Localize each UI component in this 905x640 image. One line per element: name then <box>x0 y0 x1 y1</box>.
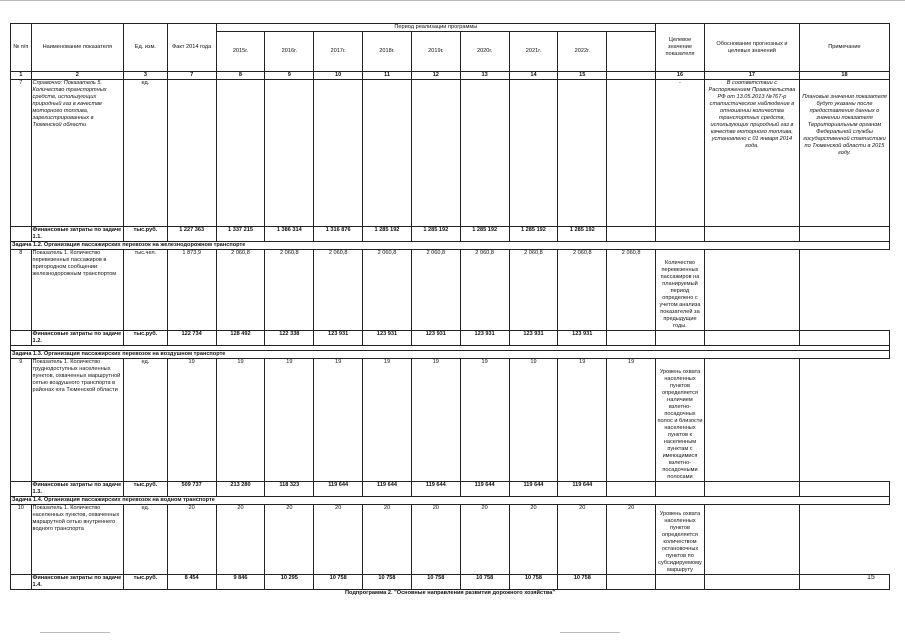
col-number: 12 <box>411 72 460 80</box>
indicator-value: 2 060,8 <box>363 250 412 331</box>
basis-text: Уровень охвата населенных пунктов определяется количеством остановочных пунктов по субсидируемому маршруту <box>656 505 705 575</box>
financing-value: 119 644 <box>509 482 558 497</box>
empty-cell <box>265 80 314 227</box>
col-number: 8 <box>216 72 265 80</box>
header-fact: Факт 2014 года <box>167 24 216 72</box>
financing-value: 122 338 <box>265 331 314 346</box>
financing-value: 123 931 <box>558 331 607 346</box>
note-text: Плановые значения показателя будут указаны после предоставления данных о значении показателя Территориальным органом Федеральной службы государственной статистики по Тюменской области в 2015 году. <box>799 80 889 227</box>
indicator-value: 20 <box>314 505 363 575</box>
col-number: 1 <box>11 72 32 80</box>
indicator-value: 2 060,8 <box>558 250 607 331</box>
task-title: Задача 1.3. Организация пассажирских перевозок на воздушном транспорте <box>11 351 890 359</box>
header-year: 2019г. <box>411 32 460 72</box>
financing-value: 119 644 <box>314 482 363 497</box>
col-number: 16 <box>656 72 705 80</box>
header-year: 2016г. <box>265 32 314 72</box>
col-number: 10 <box>314 72 363 80</box>
empty-cell <box>607 80 656 227</box>
indicator-value: 20 <box>265 505 314 575</box>
financing-value: 10 758 <box>509 575 558 590</box>
task-row <box>11 242 890 250</box>
empty-cell <box>363 80 412 227</box>
col-number: 15 <box>558 72 607 80</box>
financing-value: 123 931 <box>411 331 460 346</box>
col-number: 13 <box>460 72 509 80</box>
financing-row <box>11 575 890 590</box>
header-year: 2017г. <box>314 32 363 72</box>
task-row <box>11 351 890 359</box>
financing-label: Финансовые затраты по задаче 1.2. <box>31 331 124 346</box>
empty-cell <box>704 575 799 590</box>
financing-value: 1 285 192 <box>509 227 558 242</box>
row-num: 7 <box>11 80 32 227</box>
col-number-empty <box>607 72 656 80</box>
table-row <box>11 250 890 331</box>
empty-cell <box>216 80 265 227</box>
financing-label: Финансовые затраты по задаче 1.1. <box>31 227 124 242</box>
indicator-value: 20 <box>460 505 509 575</box>
indicator-value: 19 <box>265 359 314 482</box>
empty-cell <box>607 482 656 497</box>
empty-cell <box>704 505 799 575</box>
indicator-value: 20 <box>509 505 558 575</box>
header-year: 2022г. <box>558 32 607 72</box>
empty-cell <box>509 80 558 227</box>
header-year: 2021г. <box>509 32 558 72</box>
header-num: № п/п <box>11 24 32 72</box>
financing-value: 10 295 <box>265 575 314 590</box>
empty-cell <box>11 575 32 590</box>
indicator-value: 19 <box>167 359 216 482</box>
empty-cell <box>460 80 509 227</box>
subprogram-title: Подпрограмма 2. "Основные направления развития дорожного хозяйства" <box>345 590 555 596</box>
indicator-value: 2 060,8 <box>509 250 558 331</box>
column-numbers-row <box>11 72 890 80</box>
empty-cell <box>704 227 799 242</box>
financing-unit: тыс.руб. <box>124 575 168 590</box>
scan-edge-bottom <box>40 632 110 633</box>
indicator-value: 2 060,8 <box>265 250 314 331</box>
empty-cell <box>656 331 705 346</box>
task-title: Задача 1.4. Организация пассажирских перевозок на водном транспорте <box>11 497 890 505</box>
indicator-value: 19 <box>314 359 363 482</box>
empty-cell <box>656 482 705 497</box>
header-year-empty <box>607 32 656 72</box>
header-unit: Ед. изм. <box>124 24 168 72</box>
empty-cell <box>607 575 656 590</box>
empty-cell <box>411 80 460 227</box>
row-num: 8 <box>11 250 32 331</box>
financing-row <box>11 331 890 346</box>
financing-row <box>11 227 890 242</box>
header-target: Целевое значение показателя <box>656 24 705 72</box>
indicator-value: 2 060,8 <box>216 250 265 331</box>
col-number: 18 <box>799 72 889 80</box>
financing-value: 119 644 <box>460 482 509 497</box>
page-number: 15 <box>867 574 875 581</box>
empty-cell <box>314 80 363 227</box>
indicator-value: 20 <box>411 505 460 575</box>
indicator-value: 2 060,8 <box>460 250 509 331</box>
basis-text: Количество перевезенных пассажиров на планируемый период определено с учетом анализа показателей за предыдущие годы. <box>656 250 705 331</box>
indicator-unit: тыс.чел. <box>124 250 168 331</box>
empty-cell <box>799 575 889 590</box>
indicator-name: Показатель 1. Количество перевезенных пассажиров в пригородном сообщении железнодорожным транспортом <box>31 250 124 331</box>
header-year: 2018г. <box>363 32 412 72</box>
financing-value: 213 280 <box>216 482 265 497</box>
col-number: 3 <box>124 72 168 80</box>
financing-value: 1 337 215 <box>216 227 265 242</box>
target-value: 2 060,8 <box>607 250 656 331</box>
col-number: 11 <box>363 72 412 80</box>
indicator-value: 20 <box>216 505 265 575</box>
indicator-value: 20 <box>363 505 412 575</box>
financing-value: 1 386 314 <box>265 227 314 242</box>
financing-unit: тыс.руб. <box>124 331 168 346</box>
target-value: 20 <box>607 505 656 575</box>
indicator-name: Показатель 1. Количество населенных пунктов, охваченных маршрутной сетью внутреннего водного транспорта <box>31 505 124 575</box>
empty-cell <box>799 331 889 346</box>
table-row <box>11 505 890 575</box>
task-row <box>11 497 890 505</box>
indicator-value: 20 <box>558 505 607 575</box>
header-period: Период реализации программы <box>216 24 655 32</box>
empty-cell <box>11 227 32 242</box>
empty-cell <box>11 482 32 497</box>
financing-value: 119 644 <box>411 482 460 497</box>
col-number: 14 <box>509 72 558 80</box>
financing-value: 119 644 <box>363 482 412 497</box>
empty-cell <box>799 482 889 497</box>
empty-cell <box>558 80 607 227</box>
empty-cell <box>799 227 889 242</box>
row-num: 9 <box>11 359 32 482</box>
row-num: 10 <box>11 505 32 575</box>
empty-cell <box>11 331 32 346</box>
financing-value: 123 931 <box>509 331 558 346</box>
financing-row <box>11 482 890 497</box>
indicator-value: 20 <box>167 505 216 575</box>
basis-text: В соответствии с Распоряжением Правительства РФ от 13.05.2013 №767-р статистическое наблюдение в отношении количества транспортных средств, использующих природный газ в качестве моторного топлива, установлено с 01 января 2014 года. <box>704 80 799 227</box>
task-title: Задача 1.2. Организация пассажирских перевозок на железнодорожном транспорте <box>11 242 890 250</box>
financing-value: 1 285 192 <box>460 227 509 242</box>
financing-value: 10 758 <box>411 575 460 590</box>
financing-value: 128 492 <box>216 331 265 346</box>
financing-value: 119 644 <box>558 482 607 497</box>
financing-unit: тыс.руб. <box>124 482 168 497</box>
header-row-1 <box>11 24 890 32</box>
financing-value: 509 737 <box>167 482 216 497</box>
header-year: 2020г. <box>460 32 509 72</box>
financing-value: 1 285 192 <box>411 227 460 242</box>
empty-cell <box>607 227 656 242</box>
col-number: 7 <box>167 72 216 80</box>
indicator-unit: ед. <box>124 359 168 482</box>
scan-edge-top <box>0 0 905 1</box>
financing-value: 10 758 <box>314 575 363 590</box>
empty-cell <box>704 331 799 346</box>
program-indicators-table <box>10 23 890 599</box>
financing-value: 123 931 <box>460 331 509 346</box>
financing-value: 10 758 <box>460 575 509 590</box>
indicator-value: 19 <box>460 359 509 482</box>
target-value: - <box>656 80 705 227</box>
target-value: 19 <box>607 359 656 482</box>
col-number: 9 <box>265 72 314 80</box>
indicator-value: 2 060,8 <box>314 250 363 331</box>
indicator-unit: ед. <box>124 80 168 227</box>
financing-value: 10 758 <box>558 575 607 590</box>
empty-cell <box>656 575 705 590</box>
indicator-value: 19 <box>216 359 265 482</box>
indicator-unit: ед. <box>124 505 168 575</box>
financing-value: 118 323 <box>265 482 314 497</box>
basis-text: Уровень охвата населенных пунктов определяется наличием взлетно-посадочных полос и близости населенных пунктов к населенным пунктам с имеющимися взлетно-посадочными полосами <box>656 359 705 482</box>
financing-value: 1 285 192 <box>363 227 412 242</box>
indicator-value: 19 <box>558 359 607 482</box>
indicator-name: Показатель 1. Количество труднодоступных населенных пунктов, охваченных маршрутной сетью воздушного транспорта в районах юга Тюменской области <box>31 359 124 482</box>
indicator-value: 2 060,8 <box>411 250 460 331</box>
financing-value: 123 931 <box>363 331 412 346</box>
indicator-name: Справочно: Показатель 5. Количество транспортных средств, использующих природный газ в качестве моторного топлива, зарегистрированных в Тюменской области <box>31 80 124 227</box>
header-name: Наименование показателя <box>31 24 124 72</box>
scan-edge-bottom <box>560 632 620 633</box>
empty-cell <box>167 80 216 227</box>
financing-unit: тыс.руб. <box>124 227 168 242</box>
header-year: 2015г. <box>216 32 265 72</box>
financing-value: 1 316 876 <box>314 227 363 242</box>
empty-cell <box>704 250 799 331</box>
indicator-value: 19 <box>411 359 460 482</box>
indicator-value: 19 <box>363 359 412 482</box>
empty-cell <box>704 359 799 482</box>
empty-cell <box>607 331 656 346</box>
empty-cell <box>704 482 799 497</box>
table-row <box>11 359 890 482</box>
financing-value: 122 734 <box>167 331 216 346</box>
financing-value: 123 931 <box>314 331 363 346</box>
header-note: Примечание <box>799 24 889 72</box>
financing-value: 1 285 192 <box>558 227 607 242</box>
col-number: 17 <box>704 72 799 80</box>
financing-value: 9 846 <box>216 575 265 590</box>
subprogram-row <box>11 590 890 599</box>
indicator-value: 19 <box>509 359 558 482</box>
empty-cell <box>656 227 705 242</box>
financing-label: Финансовые затраты по задаче 1.4. <box>31 575 124 590</box>
financing-label: Финансовые затраты по задаче 1.3. <box>31 482 124 497</box>
financing-value: 1 227 363 <box>167 227 216 242</box>
header-basis: Обоснование прогнозных и целевых значений <box>704 24 799 72</box>
financing-value: 10 758 <box>363 575 412 590</box>
col-number: 2 <box>31 72 124 80</box>
indicator-value: 1 873,9 <box>167 250 216 331</box>
financing-value: 8 454 <box>167 575 216 590</box>
table-row <box>11 80 890 227</box>
